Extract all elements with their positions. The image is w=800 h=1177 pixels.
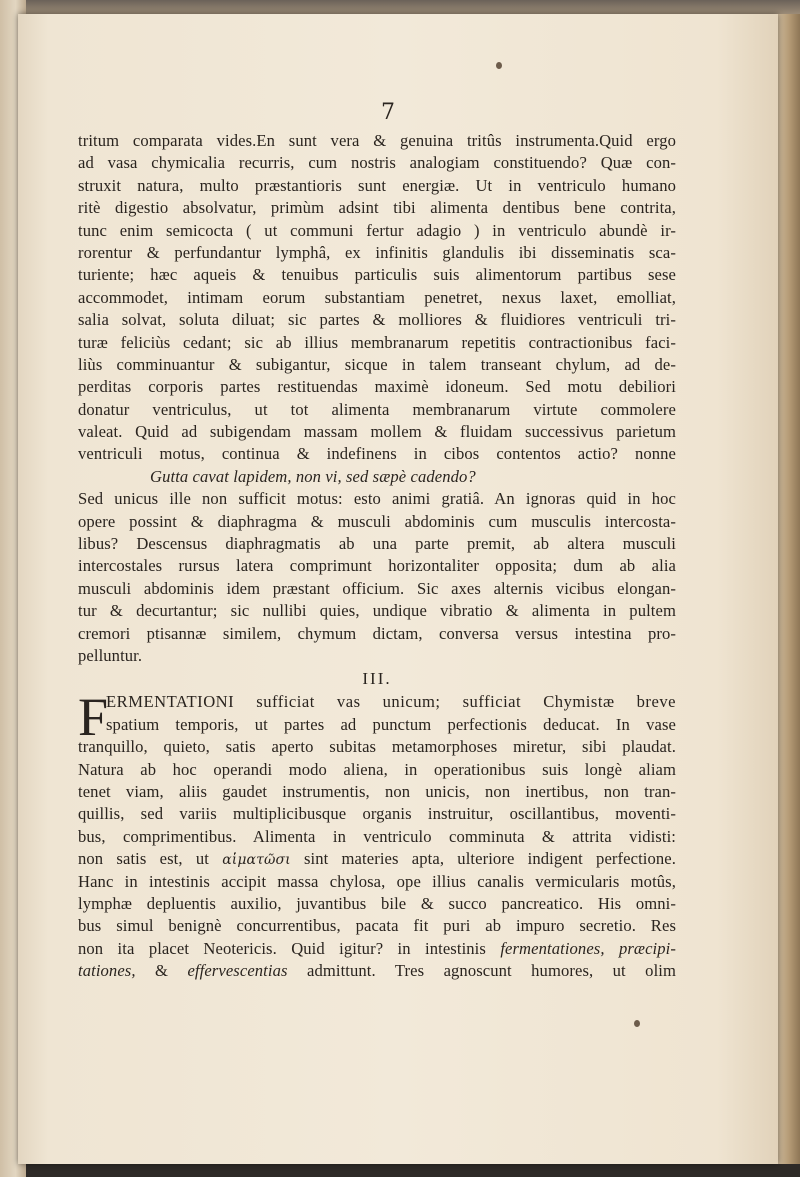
drop-capital: F <box>78 687 109 748</box>
text-line: Natura ab hoc operandi modo aliena, in operationibus suis longè aliam <box>78 759 676 779</box>
text-fragment: sint materies apta, ulteriore indigent perfectione. <box>303 849 676 869</box>
text-line: libus? Descensus diaphragmatis ab una parte premit, ab altera musculi <box>78 534 676 554</box>
text-fragment: non ita placet Neotericis. Quid igitur? in intestinis <box>78 938 486 958</box>
text-line: turiente; hæc aqueis & tenuibus particulis suis alimentorum partibus sese <box>78 265 676 285</box>
text-line: donatur ventriculus, ut tot alimenta membranarum virtute commolere <box>78 399 676 419</box>
text-line: ritè digestio absolvatur, primùm adsint tibi alimenta dentibus bene contrita, <box>78 198 676 218</box>
text-line: rorentur & perfundantur lymphâ, ex infinitis glandulis ibi disseminatis sca- <box>78 242 676 262</box>
text-line: lymphæ depluentis auxilio, juvantibus bile & succo pancreatico. His omni- <box>78 893 676 913</box>
ink-spot <box>496 62 502 69</box>
text-fragment: admittunt. Tres agnoscunt humores, ut olim <box>306 961 676 981</box>
text-line: cremori ptisannæ similem, chymum dictam, conversa versus intestina pro- <box>78 623 676 643</box>
page-stack-edge <box>778 14 800 1164</box>
text-line: valeat. Quid ad subigendam massam mollem & fluidam successivus parietum <box>78 422 676 442</box>
text-line: Hanc in intestinis accipit massa chylosa, ope illius canalis vermicularis motûs, <box>78 871 676 891</box>
section-number: III. <box>362 669 392 689</box>
text-fragment: non satis est, ut <box>78 849 209 869</box>
text-line <box>78 938 676 960</box>
text-line: musculi abdominis idem præstant officium. Sic axes alternis vicibus elongan- <box>78 578 676 598</box>
ink-spot <box>634 1020 640 1027</box>
text-line: ERMENTATIONI sufficiat vas unicum; sufficiat Chymistæ breve <box>106 692 676 712</box>
text-line: Sed unicus ille non sufficit motus: esto animi gratiâ. An ignoras quid in hoc <box>78 489 676 509</box>
text-line: ventriculi motus, continua & indefinens in cibos contentos actio? nonne <box>78 444 676 464</box>
page-text <box>78 130 676 982</box>
book-page <box>18 14 778 1164</box>
text-line: liùs comminuantur & subigantur, sicque in talem transeant chylum, ad de- <box>78 354 676 374</box>
text-line: bus, comprimentibus. Alimenta in ventriculo comminuta & attrita vidisti: <box>78 826 676 846</box>
text-line <box>78 848 676 870</box>
text-line: pelluntur. <box>78 645 143 665</box>
paragraph-2 <box>78 488 676 667</box>
text-line: ad vasa chymicalia recurris, cum nostris analogiam constituendo? Quæ con- <box>78 153 676 173</box>
text-fragment: & <box>155 961 169 981</box>
text-line: turæ feliciùs cedant; sic ab illius membranarum repetitis contractionibus faci- <box>78 332 676 352</box>
text-line: tur & decurtantur; sic nullibi quies, undique vibratio & alimenta in pultem <box>78 601 676 621</box>
italic-fragment: effervescentias <box>187 961 288 981</box>
text-line: perditas corporis partes restituendas maximè idoneum. Sed motu debiliori <box>78 377 676 397</box>
text-line: accommodet, intimam eorum substantiam penetret, nexus laxet, emolliat, <box>78 287 676 307</box>
page-number: 7 <box>381 100 395 125</box>
text-line: tritum comparata vides.En sunt vera & genuina tritûs instrumenta.Quid ergo <box>78 131 676 150</box>
text-line: tranquillo, quieto, satis aperto subitas metamorphoses miretur, sibi plaudat. <box>78 737 676 757</box>
text-line: quillis, sed variis multiplicibusque organis instruitur, oscillantibus, moventi- <box>78 804 676 824</box>
text-line: tenet viam, aliis gaudet instrumentis, non unicis, non inertibus, non tran- <box>78 781 676 801</box>
verse-quotation: Gutta cavat lapidem, non vi, sed sæpè cadendo? <box>150 466 476 486</box>
paragraph-3 <box>78 687 676 982</box>
text-line: bus simul benignè concurrentibus, pacata fit puri ab impuro secretio. Res <box>78 916 676 936</box>
text-line: struxit natura, multo præstantioris sunt energiæ. Ut in ventriculo humano <box>78 175 676 195</box>
greek-word: αἱματῶσι <box>222 852 291 869</box>
text-line: spatium temporis, ut partes ad punctum perfectionis deducat. In vase <box>106 714 676 734</box>
text-line <box>78 960 676 982</box>
text-line: salia solvat, soluta diluat; sic partes & molliores & fluidiores ventriculi tri- <box>78 310 676 330</box>
text-line: intercostales rursus latera comprimunt horizontaliter opposita; dum ab alia <box>78 556 676 576</box>
italic-fragment: tationes, <box>78 961 136 981</box>
paragraph-1 <box>78 130 676 466</box>
text-line: tunc enim semicocta ( ut communi fertur adagio ) in ventriculo abundè ir- <box>78 220 676 240</box>
text-line: opere possint & diaphragma & musculi abdominis cum musculis intercosta- <box>78 511 676 531</box>
italic-fragment: fermentationes, præcipi- <box>500 938 676 958</box>
